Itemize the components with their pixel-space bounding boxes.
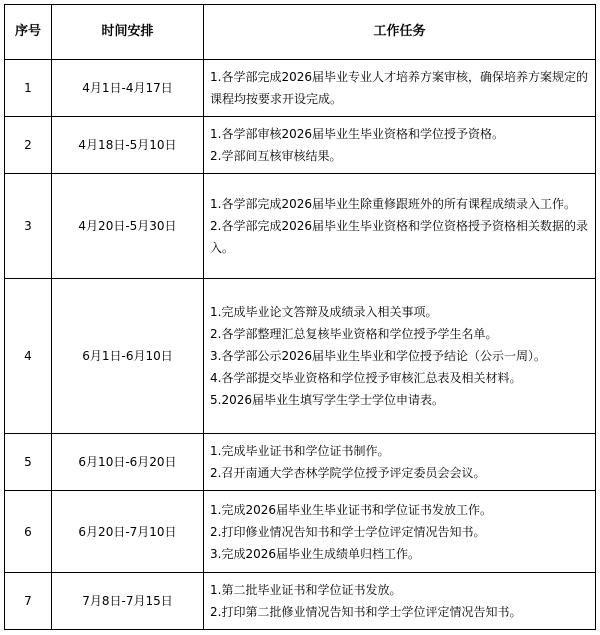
row-date-range: 4月20日-5月30日 [52,174,204,279]
table-row [5,434,596,491]
task-item: 3.各学部公示2026届毕业生毕业和学位授予结论（公示一周）。 [210,349,546,363]
task-item: 4.各学部提交毕业资格和学位授予审核汇总表及相关材料。 [210,371,522,385]
row-date-range: 6月10日-6月20日 [52,434,204,491]
header-row [5,5,596,60]
row-number: 7 [5,573,52,630]
row-tasks [204,434,596,491]
row-date-range: 6月1日-6月10日 [52,279,204,434]
table-row [5,60,596,117]
row-tasks [204,60,596,117]
task-item: 1.第二批毕业证书和学位证书发放。 [210,583,402,597]
table-row [5,491,596,573]
task-item: 2.各学部整理汇总复核毕业资格和学位授予学生名单。 [210,327,498,341]
row-number: 2 [5,117,52,174]
row-number: 3 [5,174,52,279]
task-item: 2.各学部完成2026届毕业生毕业资格和学位资格授予资格相关数据的录入。 [210,219,588,255]
row-number: 6 [5,491,52,573]
task-item: 3.完成2026届毕业生成绩单归档工作。 [210,546,420,561]
task-item: 1.完成2026届毕业生毕业证书和学位证书发放工作。 [210,502,492,517]
row-date-range: 7月8日-7月15日 [52,573,204,630]
header-schedule: 时间安排 [52,5,204,60]
row-tasks [204,117,596,174]
schedule-table [4,4,596,630]
row-tasks [204,279,596,434]
row-number: 5 [5,434,52,491]
row-date-range: 4月18日-5月10日 [52,117,204,174]
task-item: 5.2026届毕业生填写学生学士学位申请表。 [210,393,444,407]
row-number: 4 [5,279,52,434]
table-row [5,573,596,630]
task-item: 1.各学部审核2026届毕业生毕业资格和学位授予资格。 [210,127,504,141]
header-serial: 序号 [5,5,52,60]
task-item: 1.各学部完成2026届毕业专业人才培养方案审核，确保培养方案规定的课程均按要求开设完成。 [210,70,588,106]
task-item: 2.召开南通大学杏林学院学位授予评定委员会会议。 [210,466,486,480]
table-row [5,279,596,434]
row-tasks [204,174,596,279]
header-tasks: 工作任务 [204,5,596,60]
task-item: 2.学部间互核审核结果。 [210,149,342,163]
task-item: 1.完成毕业证书和学位证书制作。 [210,444,390,458]
row-number: 1 [5,60,52,117]
row-date-range: 6月20日-7月10日 [52,491,204,573]
row-date-range: 4月1日-4月17日 [52,60,204,117]
task-item: 2.打印修业情况告知书和学士学位评定情况告知书。 [210,524,486,539]
row-tasks [204,491,596,573]
table-row [5,117,596,174]
task-item: 1.完成毕业论文答辩及成绩录入相关事项。 [210,305,438,319]
row-tasks [204,573,596,630]
task-item: 2.打印第二批修业情况告知书和学士学位评定情况告知书。 [210,605,522,619]
task-item: 1.各学部完成2026届毕业生除重修跟班外的所有课程成绩录入工作。 [210,197,576,211]
table-row [5,174,596,279]
